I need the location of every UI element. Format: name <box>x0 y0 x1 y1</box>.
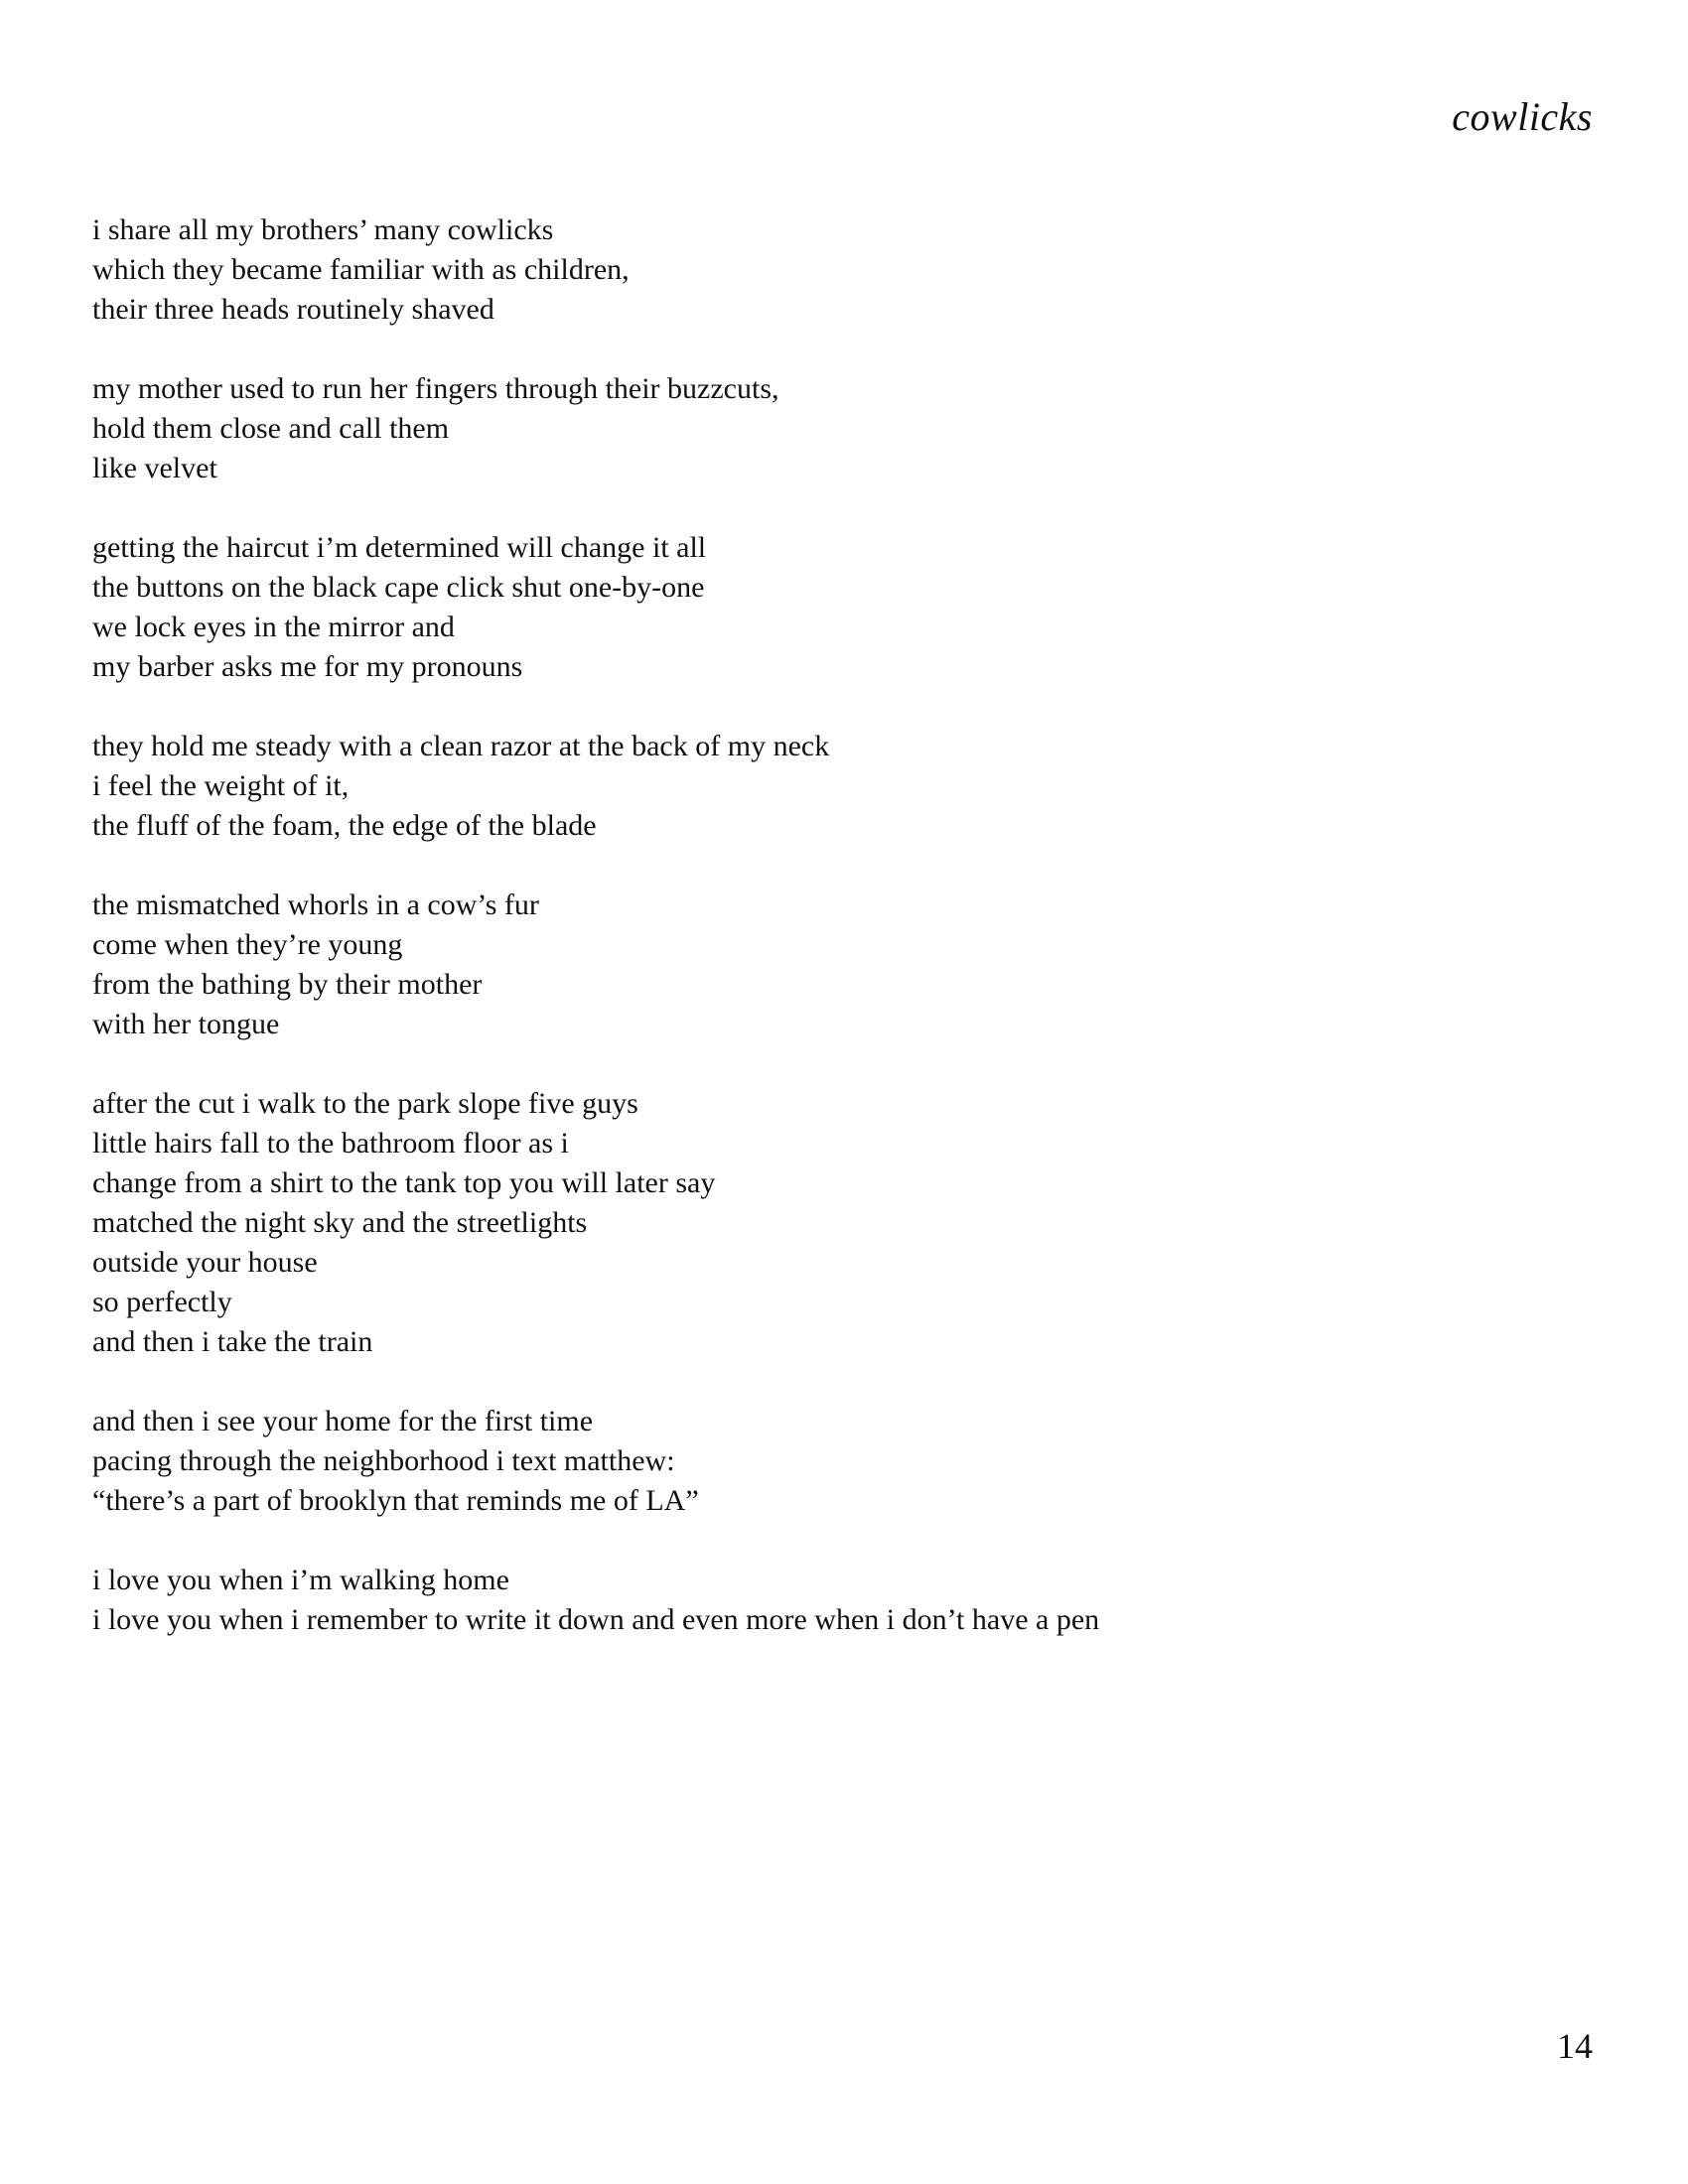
poem-line: we lock eyes in the mirror and <box>92 611 455 643</box>
poem-line: hold them close and call them <box>92 412 450 445</box>
poem-line: little hairs fall to the bathroom floor as i <box>92 1127 569 1160</box>
stanza <box>92 886 1482 1044</box>
stanza <box>92 369 1482 488</box>
page-number: 14 <box>1557 2026 1593 2066</box>
poem-line: with her tongue <box>92 1008 280 1040</box>
stanza <box>92 727 1482 846</box>
poem-body <box>92 210 1482 1680</box>
poem-line: their three heads routinely shaved <box>92 293 494 326</box>
poem-line: pacing through the neighborhood i text matthew: <box>92 1444 675 1477</box>
poem-line: the buttons on the black cape click shut one-by-one <box>92 571 705 604</box>
stanza <box>92 1084 1482 1362</box>
poem-line: so perfectly <box>92 1286 232 1318</box>
stanza <box>92 1561 1482 1640</box>
poem-line: the mismatched whorls in a cow’s fur <box>92 888 539 921</box>
stanza <box>92 1402 1482 1521</box>
poem-line: i feel the weight of it, <box>92 769 350 802</box>
poem-line: i love you when i remember to write it down and even more when i don’t have a pen <box>92 1603 1100 1636</box>
poem-line: the fluff of the foam, the edge of the blade <box>92 809 597 842</box>
stanza <box>92 528 1482 687</box>
poem-line: change from a shirt to the tank top you will later say <box>92 1166 716 1199</box>
poem-line: they hold me steady with a clean razor at the back of my neck <box>92 730 830 762</box>
poem-line: like velvet <box>92 452 217 484</box>
poem-line: outside your house <box>92 1246 318 1279</box>
poem-line: i share all my brothers’ many cowlicks <box>92 213 554 246</box>
poem-line: “there’s a part of brooklyn that reminds me of LA” <box>92 1484 699 1517</box>
poem-title: cowlicks <box>1452 94 1593 139</box>
poem-line: from the bathing by their mother <box>92 968 483 1001</box>
poem-line: getting the haircut i’m determined will change it all <box>92 531 707 564</box>
poem-line: and then i see your home for the first time <box>92 1405 594 1437</box>
poem-line: and then i take the train <box>92 1325 373 1358</box>
poem-line: my mother used to run her fingers through their buzzcuts, <box>92 372 779 405</box>
poem-line: which they became familiar with as children, <box>92 253 630 286</box>
poem-line: my barber asks me for my pronouns <box>92 650 523 683</box>
poem-line: after the cut i walk to the park slope five guys <box>92 1087 638 1120</box>
stanza <box>92 210 1482 330</box>
poem-line: matched the night sky and the streetlights <box>92 1206 588 1239</box>
poem-line: come when they’re young <box>92 928 403 961</box>
poem-line: i love you when i’m walking home <box>92 1564 509 1596</box>
